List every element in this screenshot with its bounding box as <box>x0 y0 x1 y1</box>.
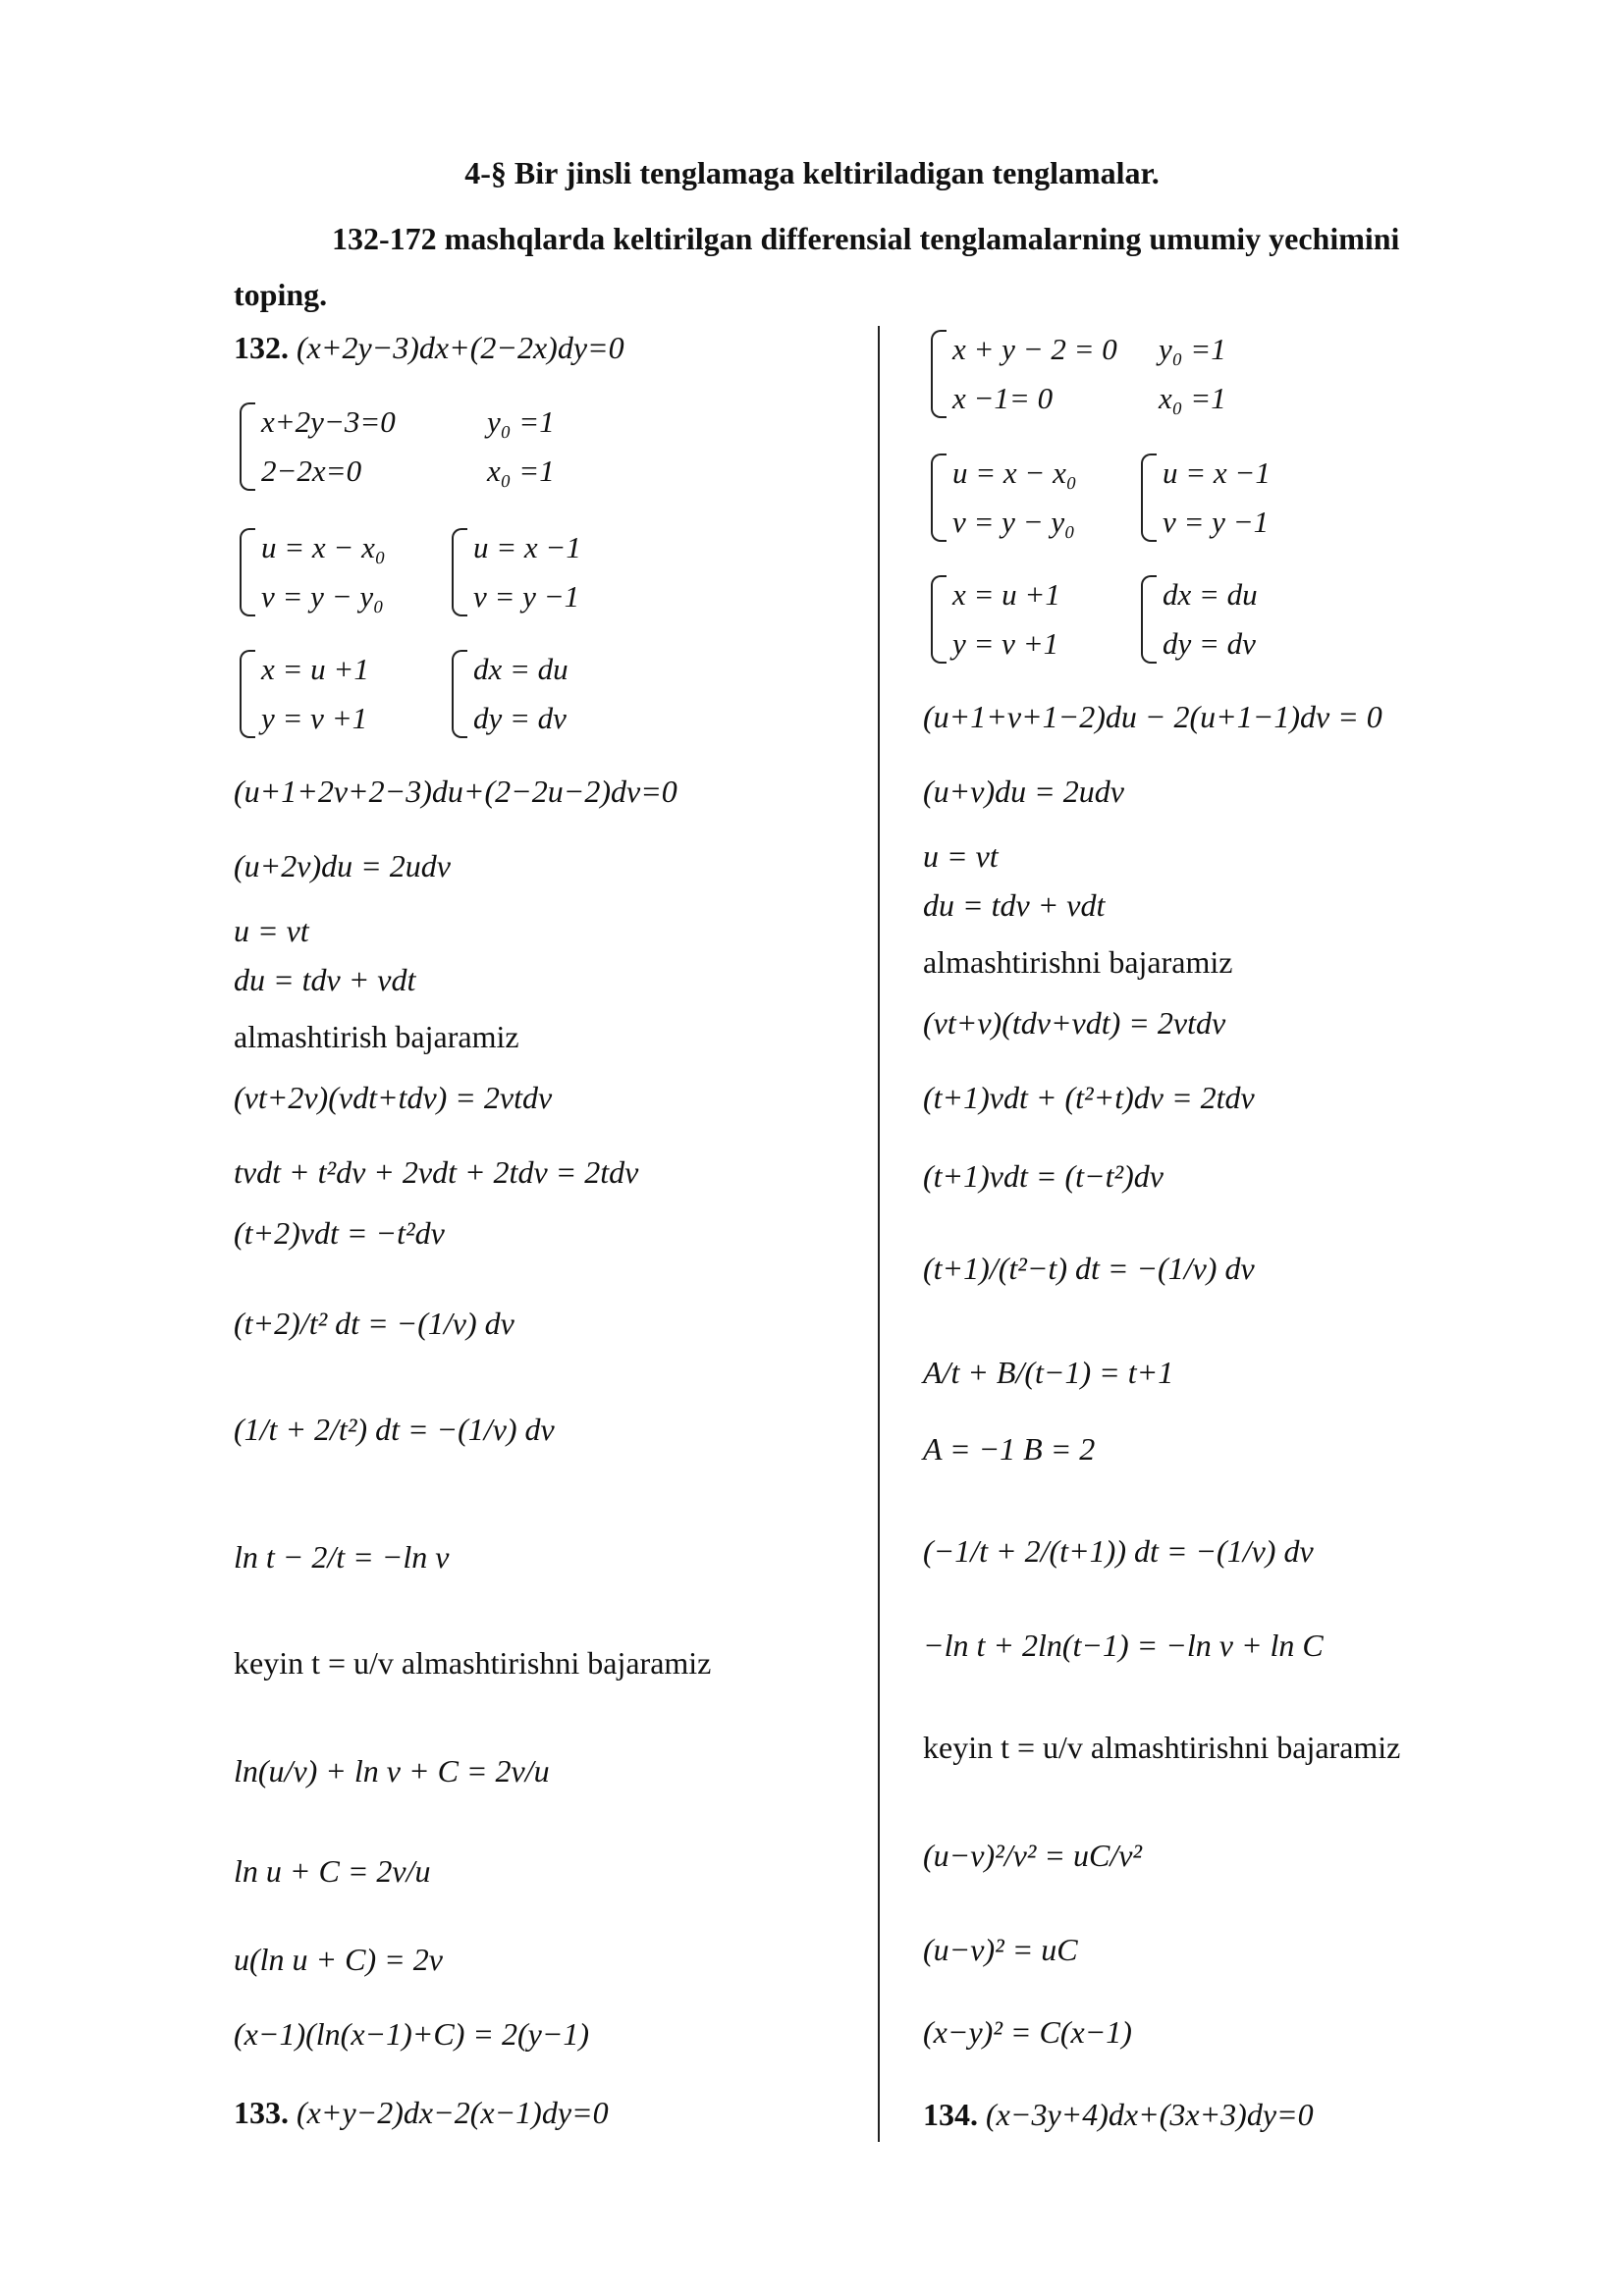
value-row: y₀ =1 <box>487 404 555 439</box>
equation-line: ln(u/v) + ln v + C = 2v/u <box>234 1753 550 1789</box>
system-row: u = x −1 <box>473 530 581 564</box>
brace <box>931 575 947 664</box>
equation-line: (u−v)²/v² = uC/v² <box>923 1838 1143 1873</box>
system-row: v = y − y₀ <box>952 505 1075 539</box>
problem-133 <box>234 2093 609 2132</box>
problem-132 <box>234 328 624 367</box>
problem-number: 133. <box>234 2095 289 2130</box>
equation-line: −ln t + 2ln(t−1) = −ln v + ln C <box>923 1628 1324 1663</box>
system-row: v = y − y₀ <box>261 579 384 614</box>
equation-line: (−1/t + 2/(t+1)) dt = −(1/v) dv <box>923 1533 1314 1569</box>
equation-line: (u−v)² = uC <box>923 1932 1078 1967</box>
system-3a <box>240 650 369 738</box>
system-1 <box>240 402 396 491</box>
text-line: almashtirish bajaramiz <box>234 1019 519 1054</box>
brace <box>240 650 255 738</box>
text-line: keyin t = u/v almashtirishni bajaramiz <box>234 1645 712 1681</box>
system-row: dy = dv <box>1163 626 1256 661</box>
text-line: almashtirishni bajaramiz <box>923 944 1233 980</box>
brace <box>931 330 947 418</box>
system-3b <box>452 650 568 738</box>
system-row: y = v +1 <box>261 701 368 735</box>
problem-number: 134. <box>923 2097 978 2132</box>
system-3b <box>1141 575 1258 664</box>
system-row: y = v +1 <box>952 626 1059 661</box>
system-2b <box>1141 454 1271 542</box>
equation-line: u(ln u + C) = 2v <box>234 1942 443 1977</box>
problem-134 <box>923 2095 1314 2134</box>
equation-line: du = tdv + vdt <box>923 887 1106 923</box>
brace <box>931 454 947 542</box>
equation-line: A/t + B/(t−1) = t+1 <box>923 1355 1174 1390</box>
problem-equation: (x−3y+4)dx+(3x+3)dy=0 <box>986 2097 1314 2132</box>
problem-equation: (x+y−2)dx−2(x−1)dy=0 <box>297 2095 609 2130</box>
equation-line: du = tdv + vdt <box>234 962 416 997</box>
equation-line: (u+1+2v+2−3)du+(2−2u−2)dv=0 <box>234 774 677 809</box>
equation-line: ln u + C = 2v/u <box>234 1853 431 1889</box>
initial-values <box>487 402 555 491</box>
brace <box>1141 454 1157 542</box>
initial-values <box>1159 330 1226 418</box>
equation-line: (vt+v)(tdv+vdt) = 2vtdv <box>923 1005 1226 1041</box>
system-row: x = u +1 <box>952 577 1060 612</box>
equation-line: A = −1 B = 2 <box>923 1431 1096 1467</box>
equation-line: (t+2)/t² dt = −(1/v) dv <box>234 1306 514 1341</box>
equation-line: (t+1)vdt = (t−t²)dv <box>923 1158 1164 1194</box>
equation-line: u = vt <box>234 913 309 948</box>
section-title: 4-§ Bir jinsli tenglamaga keltiriladigan tenglamalar. <box>464 155 1160 190</box>
brace <box>1141 575 1157 664</box>
system-row: x = u +1 <box>261 652 369 686</box>
problem-number: 132. <box>234 330 289 365</box>
equation-line: (x−1)(ln(x−1)+C) = 2(y−1) <box>234 2016 590 2052</box>
system-row: dx = du <box>473 652 568 686</box>
system-row: v = y −1 <box>1163 505 1270 539</box>
system-row: v = y −1 <box>473 579 580 614</box>
column-divider <box>878 326 880 2142</box>
problem-equation: (x+2y−3)dx+(2−2x)dy=0 <box>297 330 624 365</box>
system-2a <box>931 454 1077 542</box>
value-row: y₀ =1 <box>1159 332 1226 366</box>
equation-line: (u+1+v+1−2)du − 2(u+1−1)dv = 0 <box>923 699 1382 734</box>
system-2a <box>240 528 386 616</box>
equation-line: (t+1)vdt + (t²+t)dv = 2tdv <box>923 1080 1255 1115</box>
brace <box>452 528 467 616</box>
equation-line: (u+v)du = 2udv <box>923 774 1124 809</box>
system-row: u = x − x₀ <box>261 530 386 564</box>
equation-line: (t+2)vdt = −t²dv <box>234 1215 445 1251</box>
brace <box>452 650 467 738</box>
equation-line: u = vt <box>923 838 999 874</box>
brace <box>240 402 255 491</box>
equation-line: (x−y)² = C(x−1) <box>923 2014 1132 2050</box>
system-3a <box>931 575 1060 664</box>
system-2b <box>452 528 581 616</box>
brace <box>240 528 255 616</box>
value-row: x₀ =1 <box>1159 381 1226 415</box>
equation-line: tvdt + t²dv + 2vdt + 2tdv = 2tdv <box>234 1154 639 1190</box>
text-line: keyin t = u/v almashtirishni bajaramiz <box>923 1730 1401 1765</box>
equation-line: (u+2v)du = 2udv <box>234 848 451 883</box>
intro-text: 132-172 mashqlarda keltirilgan differensial tenglamalarning umumiy yechimini toping. <box>234 221 1400 312</box>
system-row: x −1= 0 <box>952 381 1054 415</box>
equation-line: (vt+2v)(vdt+tdv) = 2vtdv <box>234 1080 553 1115</box>
system-row: 2−2x=0 <box>261 454 362 488</box>
system-1 <box>931 330 1117 418</box>
equation-line: (t+1)/(t²−t) dt = −(1/v) dv <box>923 1251 1255 1286</box>
system-row: dy = dv <box>473 701 567 735</box>
equation-line: ln t − 2/t = −ln v <box>234 1539 450 1575</box>
system-row: dx = du <box>1163 577 1258 612</box>
system-row: u = x −1 <box>1163 455 1271 490</box>
value-row: x₀ =1 <box>487 454 555 488</box>
system-row: x+2y−3=0 <box>261 404 396 439</box>
system-row: x + y − 2 = 0 <box>952 332 1117 366</box>
equation-line: (1/t + 2/t²) dt = −(1/v) dv <box>234 1412 555 1447</box>
system-row: u = x − x₀ <box>952 455 1077 490</box>
